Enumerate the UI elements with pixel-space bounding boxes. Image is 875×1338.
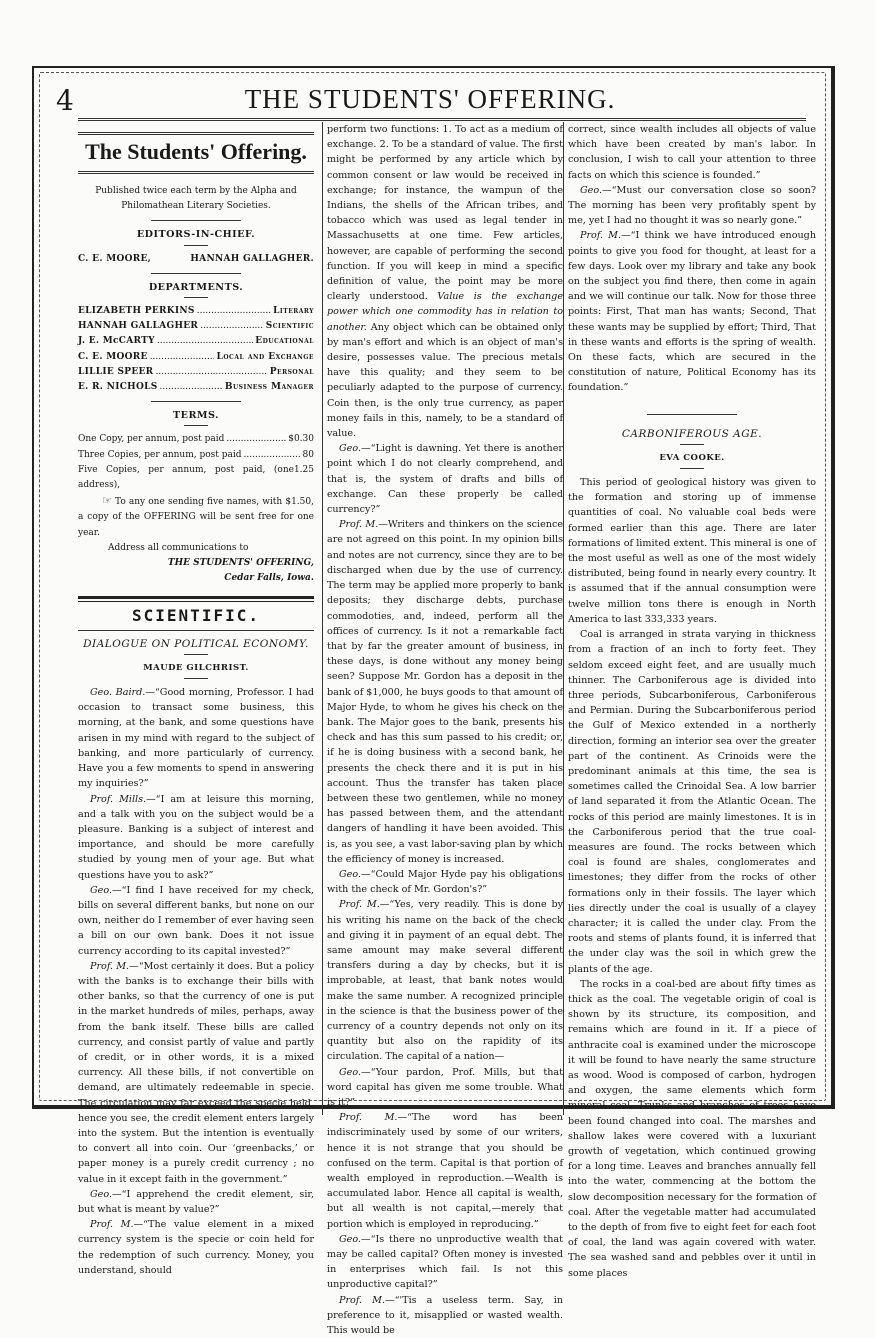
dialogue-text: “I find I have received for my check, bills on several different banks, but none on our own, neither do I remember of ever having seen a bill on our own bank. Does it not issue currency according to its capital invested?”	[78, 884, 314, 957]
address-name: THE STUDENTS' OFFERING,	[167, 558, 314, 569]
article-paragraph: The rocks in a coal-bed are about fifty times as thick as the coal. The vegetable origin of coal is shown by its structure, its composition, and remains which are found in it. If a piece of anthracite coal is examined under the microscope it will be found to have nearly the same structure as wood. Wood is composed of carbon, hydrogen and oxygen, the same elements which form mineral coal. Trunks and branches of trees have been found changed into coal. The marshes and shallow lakes were covered with a luxuriant growth of vegetation, which continued growing for a long time. Leaves and branches annually fell into the water, commencing at the bottom the slow decomposition necessary for the formation of coal. After the vegetable matter had accumulated to the depth of from five to eight feet for each foot of coal, the land was again covered with water. The sea washed sand and pebbles over it until in some places	[568, 978, 816, 1279]
dialogue-text: Any object which can be obtained only by man's effort and which is an object of man's desire, possesses value. The precious metals have this quality; and they seem to be peculiarly adapted to the purpose of currency. Coin then, is the only true currency, as paper money fails in this, namely, to be a standard of value.	[327, 321, 563, 440]
address-place: Cedar Falls, Iowa.	[224, 573, 314, 584]
divider	[184, 654, 208, 655]
departments-heading: DEPARTMENTS.	[148, 281, 244, 293]
dialogue-text: “Good morning, Professor. I had occasion to transact some business, this morning, at the bank, and some questions have arisen in my mind with regard to the subject of banking, and more particularly of currency. Have you a few moments to spend in answering my inquiries?”	[78, 687, 314, 790]
section-rule	[78, 596, 314, 602]
dialogue-paragraph	[327, 441, 563, 517]
divider	[151, 401, 241, 402]
terms-item: One Copy, per annum, post paid	[78, 434, 225, 445]
dialogue-text: perform two functions: 1. To act as a medium of exchange. 2. To be a standard of value. The first might be performed by any article which by common consent or law would be received in exchange; for instance, the wampun of the Indians, the shells of the African tribes, and tobacco which was used as legal tender in Massachusetts at one time. Few articles, however, are capable of performing the second function. If you will keep in mind a specific definition of value, the point may be more clearly understood.	[327, 124, 563, 303]
speaker: Prof. M.—	[339, 519, 388, 531]
speaker: Geo. Baird.—	[90, 687, 155, 699]
speaker: Prof. M.—	[580, 230, 631, 242]
dialogue-paragraph	[78, 883, 314, 959]
offer-text: To any one sending five names, with $1.50, a copy of the OFFERING will be sent free for one year.	[78, 497, 314, 538]
dialogue-paragraph	[568, 228, 816, 395]
terms-heading: TERMS.	[173, 410, 219, 422]
dept-name: ELIZABETH PERKINS	[78, 306, 195, 317]
dialogue-text: “Most certainly it does. But a policy with the banks is to exchange their bills with other banks, so that the currency of one is put in the market hundreds of miles, perhaps, away from the bank itself. These bills are called currency, and consist partly of value and partly of credit, or in other words, it is a mixed currency. All these bills, if not convertible on demand, are ultimately redeemable in specie. The circulation may far exceed the specie held, hence you see, the credit element enters largely into the system. But the intention is eventually to convert all into coin. Our ‘greenbacks,’ or paper money is a purely credit currency ; no value in it except faith in the government.”	[78, 960, 315, 1185]
dept-name: C. E. MOORE	[78, 351, 148, 362]
department-row	[78, 350, 314, 365]
divider	[680, 468, 704, 469]
dept-role: Local and Exchange	[216, 351, 314, 362]
dept-name: J. E. McCARTY	[78, 336, 155, 347]
speaker: Prof. M.—	[90, 1219, 144, 1231]
dialogue-paragraph	[327, 517, 563, 867]
dialogue-paragraph	[78, 1187, 314, 1217]
dept-role: Business Manager	[224, 382, 314, 393]
dept-name: E. R. NICHOLS	[78, 382, 158, 393]
article-title: CARBONIFEROUS AGE.	[621, 427, 763, 440]
dialogue-text: “Must our conversation close so soon? The morning has been very profitably spent by me, yet I had no thought it was so nearly gone.”	[568, 184, 816, 227]
speaker: Geo.—	[90, 1188, 122, 1200]
column-1	[78, 122, 314, 1278]
dept-role: Personal	[269, 366, 314, 377]
dialogue-paragraph	[78, 685, 314, 791]
editors-heading: EDITORS-IN-CHIEF.	[136, 229, 256, 241]
speaker: Geo.—	[339, 443, 371, 455]
speaker: Prof. Mills.—	[90, 793, 156, 805]
divider	[78, 630, 314, 631]
editor-name: C. E. MOORE,	[78, 253, 152, 264]
dept-name: HANNAH GALLAGHER	[78, 321, 199, 332]
speaker: Geo.—	[339, 868, 371, 880]
divider	[184, 245, 208, 246]
terms-row	[78, 448, 314, 463]
subscription-offer	[78, 493, 314, 541]
dialogue-text: “The value element in a mixed currency system is the specie or coin held for the redemption of such currency. Money, you understand, should	[78, 1219, 314, 1276]
dept-role: Scientific	[265, 321, 314, 332]
dialogue-text: “'Tis a useless term. Say, in preference to it, misapplied or wasted wealth. This would be	[327, 1294, 564, 1337]
department-row	[78, 334, 314, 349]
dialogue-paragraph	[327, 1232, 563, 1293]
dialogue-paragraph	[327, 897, 563, 1064]
dept-role: Literary	[273, 306, 314, 317]
publication-title: The Students' Offering.	[78, 132, 314, 174]
article-paragraph: This period of geological history was given to the formation and storing up of immense quantities of coal. No valuable coal beds were formed earlier than this age. There are later formations of limited extent. This mineral is one of the most useful as well as one of the most widely distributed, being found in nearly every country. It is assumed that if the annual consumption were twelve million tons there is enough in North America to last 333,333 years.	[568, 477, 816, 625]
article-author: MAUDE GILCHRIST.	[143, 662, 249, 673]
dialogue-text: Writers and thinkers on the science are not agreed on this point. In my opinion bills and notes are not currency, since they are to be discharged when due by the use of currency. The term may be applied more properly to bank deposits; they discharge debts, purchase commodoties, and, indeed, perform all the offices of currency. Is it not a remarkable fact that by far the greater amount of business, in these days, is done without any money being seen? Suppose Mr. Gordon has a deposit in the bank of $1,000, he buys goods to that amount of Major Hyde, to whom he gives his check on the bank. The Major goes to the bank, presents his check and has this sum passed to his credit; or, if he is doing business with a second bank, he presents the check there and it is put in his account. Thus the transfer has taken place between these two gentlemen, while no money has passed between them, and the attendant dangers of handling it have been avoided. This is, as you see, a vast labor-saving plan by which the efficiency of money is increased.	[327, 519, 563, 865]
page-header	[50, 78, 810, 118]
dialogue-text: “Your pardon, Prof. Mills, but that word capital has given me some trouble. What is it?”	[327, 1066, 563, 1108]
divider	[151, 273, 241, 274]
divider	[184, 297, 208, 298]
dialogue-text: “Yes, very readily. This is done by his writing his name on the back of the check and giving it in payment of an equal debt. The same amount may make several different transfers during a day by checks, but it is improbable, at least, that bank notes would make the same number. A recognized principle in the science is that the business power of the currency of a country depends not only on its quantity but also on the rapidity of its circulation. The capital of a nation—	[327, 899, 564, 1063]
dialogue-paragraph	[327, 1065, 563, 1111]
divider	[151, 220, 241, 221]
divider	[680, 444, 704, 445]
terms-price: 1.25	[293, 464, 314, 475]
dialogue-continuation: correct, since wealth includes all objects of value which have been created by man's labor. In conclusion, I wish to call your attention to three facts on which this science is founded.”	[568, 124, 816, 181]
divider	[647, 414, 737, 415]
definition-text: Value is the exchange power which one commodity has in relation to another.	[327, 291, 564, 333]
speaker: Geo.—	[90, 884, 122, 896]
publication-note: Published twice each term by the Alpha and Philomathean Literary Societies.	[95, 186, 297, 212]
dialogue-text: “I am at leisure this morning, and a talk with you on the subject would be a pleasure. Banking is a subject of interest and importance, and should be more carefully studied by young men of your age. But what questions have you to ask?”	[78, 793, 314, 881]
dialogue-paragraph	[327, 867, 563, 897]
dialogue-paragraph	[327, 1293, 563, 1338]
terms-row	[78, 463, 314, 493]
department-row	[78, 304, 314, 319]
dialogue-paragraph	[327, 1110, 563, 1232]
address-intro: Address all communications to	[108, 542, 249, 553]
dialogue-text: “Could Major Hyde pay his obligations with the check of Mr. Gordon's?”	[327, 868, 563, 896]
article-paragraph: Coal is arranged in strata varying in thickness from a fraction of an inch to forty feet. They seldom exceed eight feet, and are usually much thinner. The Carboniferous age is divided into three periods, Subcarboniferous, Carboniferous and Permian. During the Subcarboniferous period the Gulf of Mexico extended in a northerly direction, forming an interior sea over the greater part of the continent. As Crinoids were the predominant animals at this time, the sea is sometimes called the Crinoidal Sea. A low barrier of land separated it from the Atlantic Ocean. The rocks of this period are mainly limestones. It is in the Carboniferous period that the true coal-measures are found. The rocks between which coal is found are shales, conglomerates and limestones; they differ from the rocks of other formations only in their fossils. The layer which lies directly under the coal is usually of a clayey character; it is called the under clay. From the roots and stems of plants found, it is inferred that the under clay was the soil in which grew the plants of the age.	[568, 629, 816, 975]
masthead: THE STUDENTS' OFFERING.	[244, 84, 616, 114]
dialogue-paragraph	[78, 792, 314, 883]
department-row	[78, 319, 314, 334]
terms-price: 80	[302, 449, 314, 460]
editors-row	[78, 252, 314, 267]
dialogue-continuation	[327, 122, 563, 441]
article-author: EVA COOKE.	[659, 452, 725, 463]
divider	[184, 678, 208, 679]
speaker: Geo.—	[339, 1233, 371, 1245]
divider	[184, 425, 208, 426]
dialogue-text: “I apprehend the credit element, sir, but what is meant by value?”	[78, 1188, 314, 1215]
speaker: Geo.—	[580, 184, 612, 196]
speaker: Prof. M.—	[339, 899, 390, 911]
terms-price: $0.30	[288, 434, 314, 445]
dialogue-text: “The word has been indiscriminately used by some of our writers, hence it is not strange that you should be confused on the term. Capital is that portion of wealth employed in reproduction.—Wealth is accumulated labor. Hence all capital is wealth, but all wealth is not capital,—merely that portion which is employed in reproducing.”	[327, 1112, 563, 1230]
dialogue-paragraph	[568, 183, 816, 229]
terms-item: Five Copies, per annum, post paid, (one address),	[78, 464, 294, 491]
department-row	[78, 365, 314, 380]
dialogue-text: “Light is dawning. Yet there is another point which I do not clearly comprehend, and that is, the system of drafts and bills of exchange. Can these properly be called currency?”	[327, 443, 563, 516]
terms-row	[78, 432, 314, 447]
article-title: DIALOGUE ON POLITICAL ECONOMY.	[83, 637, 309, 650]
editor-name: HANNAH GALLAGHER.	[190, 253, 314, 264]
speaker: Geo.—	[339, 1066, 371, 1078]
dialogue-paragraph	[78, 959, 314, 1187]
dept-name: LILLIE SPEER	[78, 366, 154, 377]
speaker: Prof. M.—	[90, 960, 139, 972]
terms-item: Three Copies, per annum, post paid	[78, 449, 242, 460]
section-label: SCIENTIFIC.	[132, 606, 260, 626]
pointing-hand-icon: ☞	[102, 494, 112, 508]
speaker: Prof. M.—	[339, 1294, 395, 1306]
dialogue-paragraph	[78, 1217, 314, 1278]
dialogue-text: “I think we have introduced enough points to give you food for thought, at least for a few days. Look over my library and take any book on the subject you find there, then come in again and we will continue our talk. Now for those three points: First, That man has wants; Second, That these wants may be supplied by effort; Third, That in these wants and efforts is the spring of wealth. On these facts, which are secured in the constitution of nature, Political Economy has its foundation.”	[568, 230, 816, 394]
page-number: 4	[56, 84, 74, 117]
speaker: Prof. M.—	[339, 1112, 408, 1124]
column-3	[563, 122, 816, 1279]
column-2	[322, 122, 564, 1337]
dialogue-text: “Is there no unproductive wealth that may be called capital? Often money is invested in enterprises which fail. Is not this unproductive capital?”	[327, 1233, 563, 1291]
department-row	[78, 380, 314, 395]
dept-role: Educational	[255, 336, 314, 347]
